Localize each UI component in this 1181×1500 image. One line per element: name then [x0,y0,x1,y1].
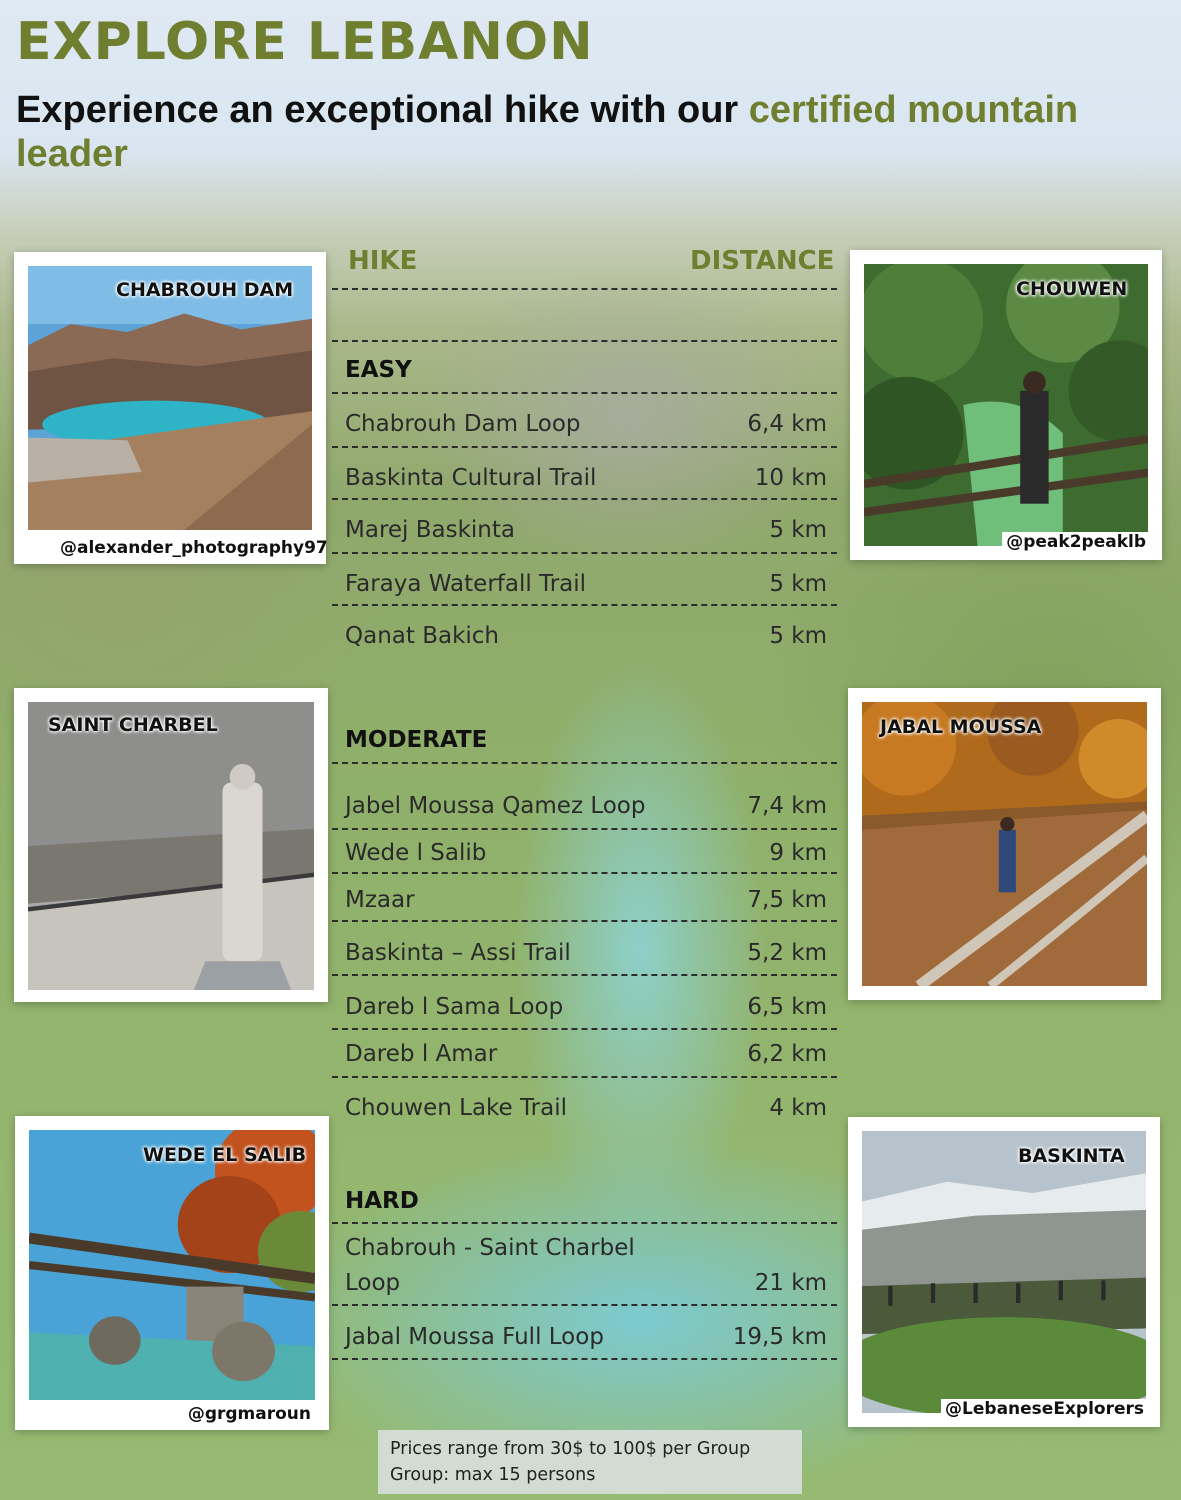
hike-distance: 9 km [769,840,827,866]
hike-name-line2: Loop [345,1270,401,1296]
hike-name: Baskinta Cultural Trail [345,465,597,491]
hike-distance: 6,4 km [747,411,827,437]
photo-credit: @LebaneseExplorers [941,1399,1148,1419]
section-moderate: MODERATE [345,727,488,753]
column-header-distance: DISTANCE [690,246,835,276]
page-title: EXPLORE LEBANON [16,12,594,72]
divider [332,446,837,448]
hike-distance: 5 km [769,571,827,597]
photo-jabal-moussa-image [862,702,1147,986]
hike-name: Chabrouh Dam Loop [345,411,581,437]
hike-name: Faraya Waterfall Trail [345,571,587,597]
photo-baskinta-image [862,1131,1146,1413]
divider [332,1304,837,1306]
pricing-note [378,1430,802,1494]
hike-distance: 7,4 km [747,793,827,819]
photo-label: CHABROUH DAM [116,279,294,301]
divider [332,288,837,290]
hike-name: Dareb l Amar [345,1041,498,1067]
divider [332,872,837,874]
photo-jabal-moussa [848,688,1161,1000]
divider [332,828,837,830]
hike-name: Mzaar [345,887,415,913]
hike-name: Chabrouh - Saint Charbel [345,1235,635,1261]
photo-credit: @alexander_photography97 [60,538,328,558]
photo-credit: @grgmaroun [187,1404,311,1424]
photo-label: WEDE EL SALIB [143,1144,307,1166]
table-row [345,1235,827,1295]
photo-chabrouh-dam-image [28,266,312,530]
hike-name: Marej Baskinta [345,517,515,543]
hike-distance: 10 km [754,465,827,491]
hike-name: Baskinta – Assi Trail [345,940,571,966]
photo-saint-charbel [14,688,328,1002]
divider [332,1222,837,1224]
divider [332,604,837,606]
photo-chouwen [850,250,1162,560]
hike-distance: 4 km [769,1095,827,1121]
divider [332,1076,837,1078]
divider [332,1028,837,1030]
hike-distance: 7,5 km [747,887,827,913]
photo-label: JABAL MOUSSA [880,716,1042,738]
photo-wede-el-salib-image [29,1130,315,1400]
divider [332,974,837,976]
divider [332,762,837,764]
hike-distance: 5 km [769,623,827,649]
hike-name: Dareb l Sama Loop [345,994,564,1020]
photo-label: BASKINTA [1018,1145,1125,1167]
section-easy: EASY [345,357,412,383]
divider [332,1358,837,1360]
hike-distance: 6,2 km [747,1041,827,1067]
photo-wede-el-salib [15,1116,329,1430]
hike-distance: 21 km [754,1270,827,1296]
hike-distance: 5 km [769,517,827,543]
hike-distance: 5,2 km [747,940,827,966]
page-subtitle [16,88,1166,176]
pricing-note-line2: Group: max 15 persons [390,1465,596,1485]
hike-name: Jabel Moussa Qamez Loop [345,793,646,819]
column-header-hike: HIKE [348,246,418,276]
photo-chabrouh-dam [14,252,326,564]
photo-label: SAINT CHARBEL [48,714,218,736]
divider [332,392,837,394]
divider [332,920,837,922]
divider [332,552,837,554]
hike-distance: 6,5 km [747,994,827,1020]
hike-distance: 19,5 km [732,1324,827,1350]
photo-saint-charbel-image [28,702,314,990]
subtitle-accent: certified mountain leader [16,89,1079,175]
pricing-note-line1: Prices range from 30$ to 100$ per Group [390,1439,751,1459]
section-hard: HARD [345,1188,419,1214]
divider [332,340,837,342]
hike-name: Jabal Moussa Full Loop [345,1324,604,1350]
hike-name: Qanat Bakich [345,623,500,649]
hike-name: Chouwen Lake Trail [345,1095,568,1121]
hike-name: Wede l Salib [345,840,487,866]
photo-label: CHOUWEN [1016,278,1128,300]
photo-chouwen-image [864,264,1148,546]
photo-baskinta [848,1117,1160,1427]
subtitle-text: Experience an exceptional hike with our [16,89,749,131]
photo-credit: @peak2peaklb [1002,532,1150,552]
divider [332,498,837,500]
